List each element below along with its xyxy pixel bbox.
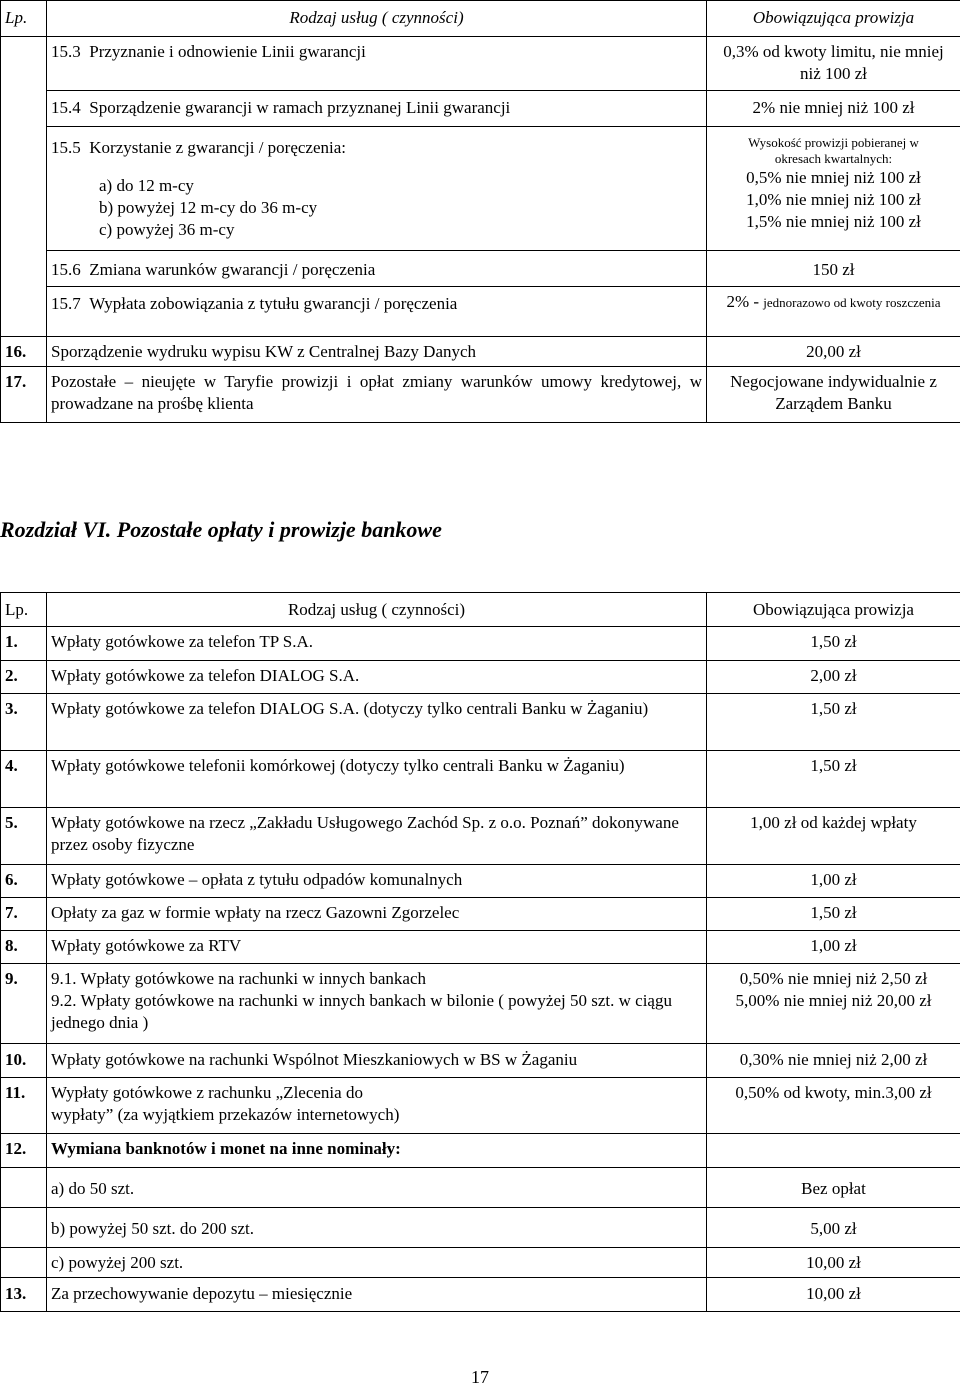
service-name: Wpłaty gotówkowe telefonii komórkowej (dotyczy tylko centrali Banku w Żaganiu) bbox=[47, 751, 707, 808]
col-header-lp: Lp. bbox=[1, 1, 47, 37]
service-name: Wpłaty gotówkowe za RTV bbox=[47, 931, 707, 964]
col-header-lp: Lp. bbox=[1, 593, 47, 627]
table-row bbox=[1, 337, 960, 367]
service-name: Opłaty za gaz w formie wpłaty na rzecz Gazowni Zgorzelec bbox=[47, 898, 707, 931]
fee-value: 0,30% nie mniej niż 2,00 zł bbox=[707, 1044, 960, 1078]
table-row bbox=[1, 931, 960, 964]
table-row bbox=[1, 91, 960, 127]
fee-value: 10,00 zł bbox=[707, 1278, 960, 1312]
col-header-service: Rodzaj usług ( czynności) bbox=[47, 593, 707, 627]
service-name: Wymiana banknotów i monet na inne nominały: bbox=[47, 1134, 707, 1168]
fee-table-other bbox=[0, 592, 960, 1312]
page-number: 17 bbox=[0, 1366, 960, 1388]
fee-value: 1,50 zł bbox=[707, 627, 960, 661]
row-number: 11. bbox=[1, 1078, 47, 1134]
row-number: 15.7 bbox=[51, 294, 81, 313]
col-header-fee: Obowiązująca prowizja bbox=[707, 593, 960, 627]
fee-value: 1,00 zł bbox=[707, 865, 960, 898]
fee-value: 0,3% od kwoty limitu, nie mniej niż 100 zł bbox=[707, 37, 960, 91]
row-number: 15.5 bbox=[51, 138, 81, 157]
sub-item: a) do 50 szt. bbox=[47, 1168, 707, 1208]
row-number: 7. bbox=[1, 898, 47, 931]
fee-value: Bez opłat bbox=[707, 1168, 960, 1208]
table-row bbox=[1, 287, 960, 337]
fee-value: 2% nie mniej niż 100 zł bbox=[707, 91, 960, 127]
row-number: 9. bbox=[1, 964, 47, 1044]
service-name: Sporządzenie wydruku wypisu KW z Centralnej Bazy Danych bbox=[47, 337, 707, 367]
section-title: Rozdział VI. Pozostałe opłaty i prowizje bankowe bbox=[0, 519, 442, 541]
fee-value: 150 zł bbox=[707, 251, 960, 287]
row-number: 12. bbox=[1, 1134, 47, 1168]
service-name: Wpłaty gotówkowe za telefon DIALOG S.A. (dotyczy tylko centrali Banku w Żaganiu) bbox=[47, 694, 707, 751]
col-header-fee: Obowiązująca prowizja bbox=[707, 1, 960, 37]
table-row bbox=[1, 661, 960, 694]
fee-value: 1,50 zł bbox=[707, 898, 960, 931]
row-number: 15.4 bbox=[51, 98, 81, 117]
table-row bbox=[1, 1248, 960, 1278]
sub-item: a) do 12 m-cy bbox=[51, 175, 702, 197]
service-name: 9.2. Wpłaty gotówkowe na rachunki w innych bankach w bilonie ( powyżej 50 szt. w ciągu jednego dnia ) bbox=[51, 990, 702, 1034]
table-row bbox=[1, 694, 960, 751]
fee-note: Wysokość prowizji pobieranej w okresach kwartalnych: bbox=[711, 135, 956, 167]
service-name: Wypłaty gotówkowe z rachunku „Zlecenia do wypłaty” (za wyjątkiem przekazów internetowych) bbox=[47, 1078, 707, 1134]
row-number: 2. bbox=[1, 661, 47, 694]
service-name: Wypłata zobowiązania z tytułu gwarancji / poręczenia bbox=[89, 294, 457, 313]
service-name: Korzystanie z gwarancji / poręczenia: bbox=[89, 138, 346, 157]
fee-value: 0,50% nie mniej niż 2,50 zł bbox=[711, 968, 956, 990]
row-number: 8. bbox=[1, 931, 47, 964]
fee-value: 1,50 zł bbox=[707, 751, 960, 808]
table-row bbox=[1, 127, 960, 251]
table-row bbox=[1, 865, 960, 898]
table-row bbox=[1, 251, 960, 287]
table-row bbox=[1, 627, 960, 661]
table-row bbox=[1, 1134, 960, 1168]
fee-value: 1,0% nie mniej niż 100 zł bbox=[711, 189, 956, 211]
table-row bbox=[1, 1278, 960, 1312]
table-row bbox=[1, 1208, 960, 1248]
table-row bbox=[1, 808, 960, 865]
service-name: Wpłaty gotówkowe – opłata z tytułu odpadów komunalnych bbox=[47, 865, 707, 898]
service-name: Wpłaty gotówkowe za telefon DIALOG S.A. bbox=[47, 661, 707, 694]
row-number: 13. bbox=[1, 1278, 47, 1312]
row-number: 4. bbox=[1, 751, 47, 808]
service-name: Wpłaty gotówkowe za telefon TP S.A. bbox=[47, 627, 707, 661]
fee-note: jednorazowo od kwoty roszczenia bbox=[763, 295, 940, 310]
table-row bbox=[1, 1078, 960, 1134]
table-row bbox=[1, 751, 960, 808]
fee-value: 1,00 zł bbox=[707, 931, 960, 964]
service-name: 9.1. Wpłaty gotówkowe na rachunki w innych bankach bbox=[51, 968, 702, 990]
sub-item: c) powyżej 36 m-cy bbox=[51, 219, 702, 241]
fee-value: 0,5% nie mniej niż 100 zł bbox=[711, 167, 956, 189]
row-number: 10. bbox=[1, 1044, 47, 1078]
table-row bbox=[1, 1044, 960, 1078]
table-row bbox=[1, 964, 960, 1044]
table-row bbox=[1, 367, 960, 423]
row-number: 5. bbox=[1, 808, 47, 865]
service-name: Za przechowywanie depozytu – miesięcznie bbox=[47, 1278, 707, 1312]
col-header-service: Rodzaj usług ( czynności) bbox=[47, 1, 707, 37]
row-number: 17. bbox=[1, 367, 47, 423]
fee-value: 1,50 zł bbox=[707, 694, 960, 751]
fee-value: 20,00 zł bbox=[707, 337, 960, 367]
table-row bbox=[1, 898, 960, 931]
fee-table-guarantees bbox=[0, 0, 960, 423]
table-row bbox=[1, 37, 960, 91]
fee-value: 1,5% nie mniej niż 100 zł bbox=[711, 211, 956, 233]
sub-item: b) powyżej 12 m-cy do 36 m-cy bbox=[51, 197, 702, 219]
fee-value: 5,00 zł bbox=[707, 1208, 960, 1248]
table-row bbox=[1, 1168, 960, 1208]
service-name: Wpłaty gotówkowe na rachunki Wspólnot Mieszkaniowych w BS w Żaganiu bbox=[47, 1044, 707, 1078]
row-number: 16. bbox=[1, 337, 47, 367]
row-number: 15.3 bbox=[51, 42, 81, 61]
fee-value: 5,00% nie mniej niż 20,00 zł bbox=[711, 990, 956, 1012]
sub-item: b) powyżej 50 szt. do 200 szt. bbox=[47, 1208, 707, 1248]
fee-value: 1,00 zł od każdej wpłaty bbox=[707, 808, 960, 865]
fee-value: Negocjowane indywidualnie z Zarządem Banku bbox=[707, 367, 960, 423]
service-name: Pozostałe – nieujęte w Taryfie prowizji i opłat zmiany warunków umowy kredytowej, w prowadzane na prośbę klienta bbox=[47, 367, 707, 423]
row-number: 3. bbox=[1, 694, 47, 751]
row-number: 15.6 bbox=[51, 260, 81, 279]
fee-value: 0,50% od kwoty, min.3,00 zł bbox=[707, 1078, 960, 1134]
fee-value: 2% - bbox=[726, 292, 759, 311]
service-name: Przyznanie i odnowienie Linii gwarancji bbox=[89, 42, 366, 61]
service-name: Sporządzenie gwarancji w ramach przyznanej Linii gwarancji bbox=[89, 98, 510, 117]
service-name: Zmiana warunków gwarancji / poręczenia bbox=[89, 260, 375, 279]
row-number: 1. bbox=[1, 627, 47, 661]
fee-value: 2,00 zł bbox=[707, 661, 960, 694]
sub-item: c) powyżej 200 szt. bbox=[47, 1248, 707, 1278]
fee-value: 10,00 zł bbox=[707, 1248, 960, 1278]
service-name: Wpłaty gotówkowe na rzecz „Zakładu Usługowego Zachód Sp. z o.o. Poznań” dokonywane przez osoby fizyczne bbox=[47, 808, 707, 865]
row-number: 6. bbox=[1, 865, 47, 898]
